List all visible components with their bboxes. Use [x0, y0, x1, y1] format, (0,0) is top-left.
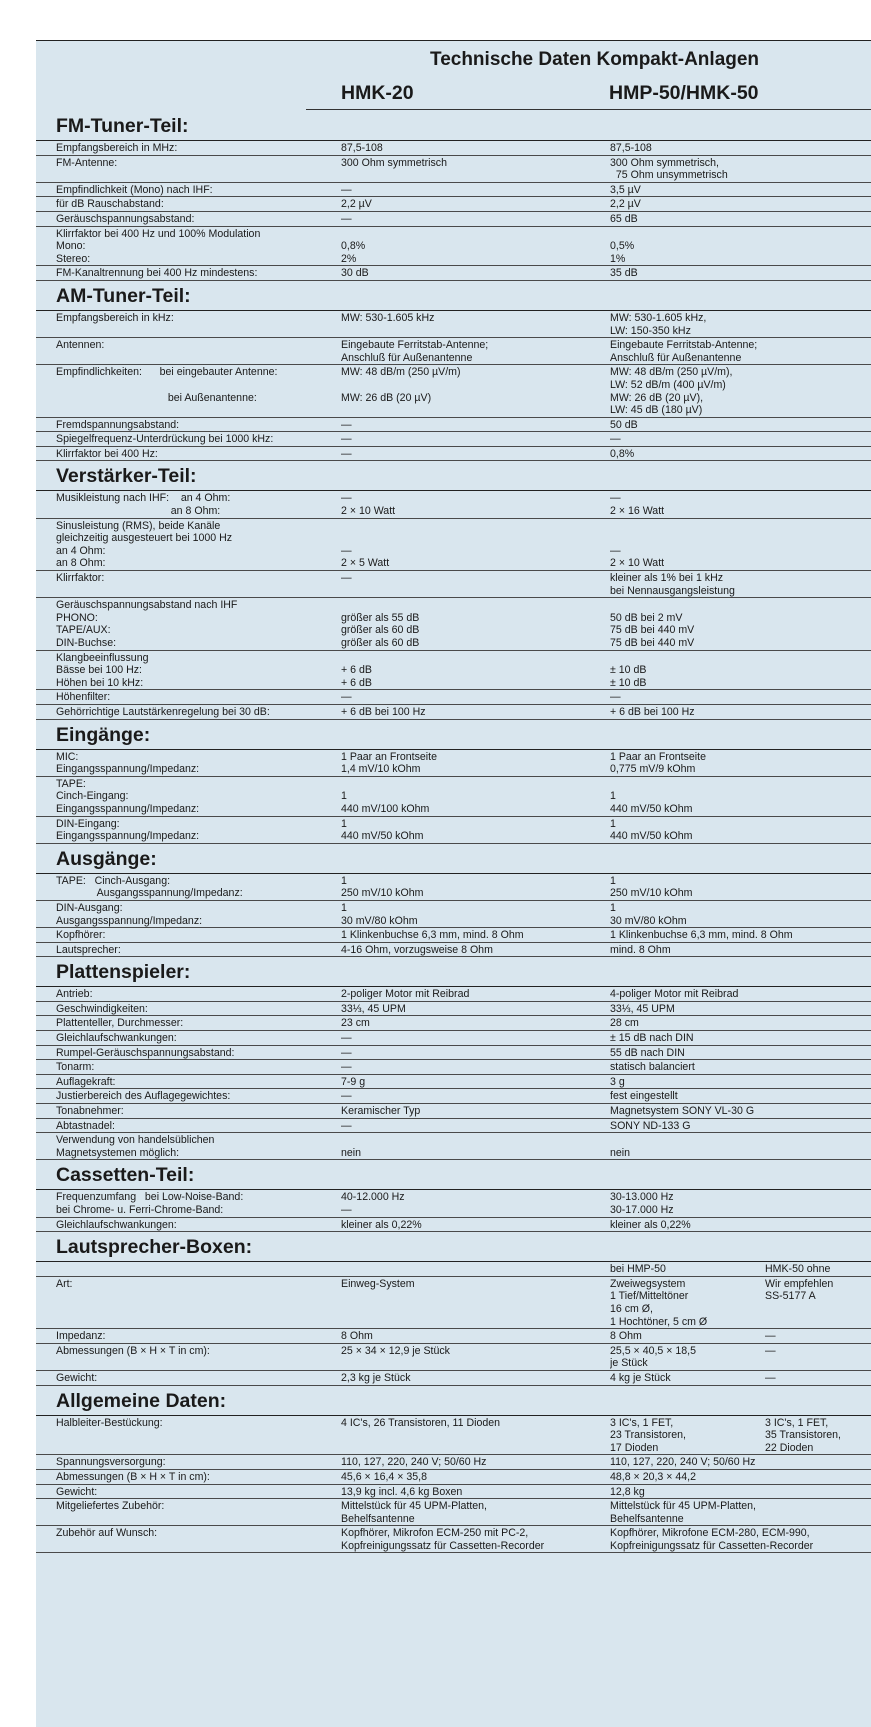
top-rule	[36, 40, 871, 41]
spec-label: Klirrfaktor bei 400 Hz und 100% Modulation Mono: Stereo:	[56, 227, 261, 265]
section-title: Plattenspieler:	[36, 957, 871, 987]
spec-value-hmk-20: 2,2 µV	[341, 198, 372, 211]
spec-label: Antrieb:	[56, 988, 93, 1001]
spec-label: Justierbereich des Auflagegewichtes:	[56, 1090, 231, 1103]
spec-value-hmp-50-hmk-50: 48,8 × 20,3 × 44,2	[610, 1470, 697, 1483]
spec-value-hmp-50-hmk-50: 1 30 mV/80 kOhm	[610, 901, 687, 927]
spec-value-hmp-50-hmk-50: mind. 8 Ohm	[610, 943, 671, 956]
spec-row	[36, 1190, 871, 1217]
spec-value-hmp-50-hmk-50: 110, 127, 220, 240 V; 50/60 Hz	[610, 1456, 756, 1469]
spec-row	[36, 1119, 871, 1134]
column-header-hmp-50-hmk-50: HMP-50/HMK-50	[609, 82, 759, 104]
spec-value-hmp-50: Zweiwegsystem 1 Tief/Mitteltöner 16 cm Ø, 1 Hochtöner, 5 cm Ø	[610, 1277, 708, 1328]
spec-label: Zubehör auf Wunsch:	[56, 1527, 158, 1540]
spec-row	[36, 901, 871, 928]
subheader-hmp-50: bei HMP-50	[610, 1263, 666, 1276]
section-title: Eingänge:	[36, 720, 871, 750]
spec-value-hmk-20: —	[341, 212, 352, 225]
spec-label: Höhenfilter:	[56, 691, 111, 704]
spec-label: für dB Rauschabstand:	[56, 198, 164, 211]
spec-row	[36, 156, 871, 183]
section-title: Cassetten-Teil:	[36, 1160, 871, 1190]
section-title: Ausgänge:	[36, 844, 871, 874]
spec-value-hmp-50-hmk-50: Magnetsystem SONY VL-30 G	[610, 1105, 755, 1118]
spec-row	[36, 1104, 871, 1119]
spec-value-hmk-50: Wir empfehlen SS-5177 A	[765, 1277, 834, 1303]
spec-value-hmk-20: —	[341, 1090, 352, 1103]
section-title: Allgemeine Daten:	[36, 1386, 871, 1416]
spec-value-hmp-50-hmk-50: 50 dB	[610, 418, 638, 431]
spec-value-hmp-50-hmk-50: ± 10 dB ± 10 dB	[610, 664, 647, 689]
spec-row	[36, 817, 871, 844]
spec-value-hmk-20: MW: 530-1.605 kHz	[341, 311, 435, 324]
spec-row	[36, 705, 871, 720]
spec-value-hmk-20: —	[341, 1061, 352, 1074]
spec-value-hmk-20: 1 Klinkenbuchse 6,3 mm, mind. 8 Ohm	[341, 929, 524, 942]
spec-value-hmk-20: 4 IC's, 26 Transistoren, 11 Dioden	[341, 1416, 501, 1429]
spec-row	[36, 1485, 871, 1500]
spec-value-hmk-50: —	[765, 1330, 776, 1343]
spec-row	[36, 197, 871, 212]
spec-row	[36, 519, 871, 571]
spec-row	[36, 266, 871, 281]
spec-value-hmk-20: 33⅓, 45 UPM	[341, 1002, 406, 1015]
spec-value-hmp-50-hmk-50: kleiner als 0,22%	[610, 1218, 691, 1231]
spec-row	[36, 1526, 871, 1553]
spec-row	[36, 311, 871, 338]
spec-value-hmk-20: Kopfhörer, Mikrofon ECM-250 mit PC-2, Kopfreinigungssatz für Cassetten-Recorder	[341, 1527, 545, 1552]
spec-row	[36, 1470, 871, 1485]
spec-label: Tonarm:	[56, 1061, 95, 1074]
spec-value-hmp-50-hmk-50: SONY ND-133 G	[610, 1119, 691, 1132]
spec-value-hmp-50-hmk-50: 1 Paar an Frontseite 0,775 mV/9 kOhm	[610, 750, 706, 776]
spec-value-hmp-50-hmk-50: 0,5% 1%	[610, 240, 635, 265]
spec-value-hmk-20: Keramischer Typ	[341, 1105, 421, 1118]
spec-value-hmk-20: + 6 dB + 6 dB	[341, 664, 372, 689]
spec-row	[36, 1344, 871, 1371]
spec-row	[36, 141, 871, 156]
spec-value-hmk-20: 2,3 kg je Stück	[341, 1371, 411, 1384]
spec-value-hmp-50-hmk-50: 3 g	[610, 1075, 625, 1088]
spec-row	[36, 1277, 871, 1329]
spec-value-hmp-50-hmk-50: 300 Ohm symmetrisch, 75 Ohm unsymmetrisch	[610, 156, 728, 182]
section-title: FM-Tuner-Teil:	[36, 111, 871, 141]
spec-value-hmk-20: größer als 55 dB größer als 60 dB größer als 60 dB	[341, 611, 420, 649]
spec-value-hmk-20: —	[341, 691, 352, 704]
spec-value-hmk-50: 3 IC's, 1 FET, 35 Transistoren, 22 Dioden	[765, 1416, 841, 1454]
spec-row	[36, 432, 871, 447]
spec-row	[36, 418, 871, 433]
spec-value-hmp-50-hmk-50: 87,5-108	[610, 142, 652, 154]
spec-label: Geräuschspannungsabstand nach IHF PHONO: TAPE/AUX: DIN-Buchse:	[56, 599, 238, 649]
spec-value-hmk-20: —	[341, 183, 352, 196]
spec-row	[36, 227, 871, 267]
spec-label: Mitgeliefertes Zubehör:	[56, 1500, 165, 1513]
spec-row	[36, 571, 871, 598]
spec-row	[36, 1455, 871, 1470]
spec-label: FM-Kanaltrennung bei 400 Hz mindestens:	[56, 267, 258, 280]
spec-label: Klangbeeinflussung Bässe bei 100 Hz: Höhen bei 10 kHz:	[56, 651, 149, 689]
subheader-row	[36, 1262, 871, 1277]
spec-value-hmk-50: —	[765, 1371, 776, 1384]
spec-row	[36, 874, 871, 901]
spec-value-hmk-20: 45,6 × 16,4 × 35,8	[341, 1470, 428, 1483]
spec-value-hmk-20: 0,8% 2%	[341, 240, 366, 265]
spec-value-hmp-50-hmk-50: MW: 530-1.605 kHz, LW: 150-350 kHz	[610, 311, 707, 337]
spec-row	[36, 1218, 871, 1233]
spec-value-hmp-50-hmk-50: 0,8%	[610, 447, 635, 460]
spec-value-hmk-20: 2-poliger Motor mit Reibrad	[341, 988, 470, 1001]
spec-value-hmp-50-hmk-50: 33⅓, 45 UPM	[610, 1002, 675, 1015]
spec-label: Empfindlichkeit (Mono) nach IHF:	[56, 183, 213, 196]
spec-value-hmp-50-hmk-50: 12,8 kg	[610, 1485, 645, 1498]
spec-value-hmk-20: —	[341, 572, 352, 585]
spec-row	[36, 690, 871, 705]
spec-value-hmk-20: + 6 dB bei 100 Hz	[341, 705, 426, 718]
spec-value-hmk-20: — 2 × 5 Watt	[341, 544, 390, 570]
column-header-rule	[306, 109, 871, 110]
spec-row	[36, 1089, 871, 1104]
spec-value-hmk-20: 23 cm	[341, 1017, 370, 1030]
spec-value-hmp-50-hmk-50: Kopfhörer, Mikrofone ECM-280, ECM-990, Kopfreinigungssatz für Cassetten-Recorder	[610, 1527, 814, 1552]
spec-value-hmk-20: —	[341, 447, 352, 460]
spec-value-hmk-20: Einweg-System	[341, 1277, 415, 1290]
spec-value-hmp-50-hmk-50: 28 cm	[610, 1017, 639, 1030]
spec-row	[36, 1371, 871, 1386]
spec-label: Geschwindigkeiten:	[56, 1002, 148, 1015]
spec-label: TAPE: Cinch-Ausgang: Ausgangsspannung/Impedanz:	[56, 874, 243, 900]
spec-value-hmk-20: 1 Paar an Frontseite 1,4 mV/10 kOhm	[341, 750, 437, 776]
spec-row	[36, 447, 871, 462]
spec-value-hmp-50-hmk-50: —	[610, 691, 621, 704]
spec-label: Frequenzumfang bei Low-Noise-Band: bei Chrome- u. Ferri-Chrome-Band:	[56, 1191, 244, 1216]
spec-value-hmp-50-hmk-50: —	[610, 433, 621, 446]
spec-label: Gewicht:	[56, 1371, 98, 1384]
spec-value-hmp-50-hmk-50: + 6 dB bei 100 Hz	[610, 705, 695, 718]
spec-row	[36, 212, 871, 227]
section-title: AM-Tuner-Teil:	[36, 281, 871, 311]
spec-row	[36, 928, 871, 943]
subheader-hmk-50: HMK-50 ohne	[765, 1263, 831, 1276]
spec-label	[36, 1263, 341, 1276]
spec-value-hmp-50: 4 kg je Stück	[610, 1371, 671, 1384]
spec-label: Verwendung von handelsüblichen Magnetsystemen möglich:	[56, 1134, 215, 1159]
spec-value-hmk-20: —	[341, 1032, 352, 1045]
spec-label: Plattenteller, Durchmesser:	[56, 1017, 184, 1030]
spec-value-hmk-20: —	[341, 1119, 352, 1132]
spec-label: MIC: Eingangsspannung/Impedanz:	[56, 750, 200, 776]
spec-row	[36, 1133, 871, 1160]
spec-value-hmk-20: 8 Ohm	[341, 1330, 373, 1343]
spec-value-hmk-50: —	[765, 1344, 776, 1357]
spec-value-hmp-50-hmk-50: 30-13.000 Hz 30-17.000 Hz	[610, 1191, 674, 1216]
spec-row	[36, 491, 871, 518]
spec-row	[36, 598, 871, 650]
spec-value-hmk-20: Eingebaute Ferritstab-Antenne; Anschluß für Außenantenne	[341, 339, 489, 364]
spec-label: Impedanz:	[56, 1330, 106, 1343]
spec-value-hmp-50-hmk-50: — 2 × 16 Watt	[610, 492, 665, 518]
spec-row	[36, 1031, 871, 1046]
spec-value-hmp-50-hmk-50: kleiner als 1% bei 1 kHz bei Nennausgangsleistung	[610, 572, 735, 597]
spec-value-hmp-50-hmk-50: Mittelstück für 45 UPM-Platten, Behelfsantenne	[610, 1500, 757, 1525]
spec-row	[36, 183, 871, 198]
spec-label: Spiegelfrequenz-Unterdrückung bei 1000 kHz:	[56, 433, 274, 446]
spec-value-hmp-50-hmk-50: 1 440 mV/50 kOhm	[610, 817, 693, 843]
spec-label: Geräuschspannungsabstand:	[56, 212, 195, 225]
spec-value-hmp-50-hmk-50: MW: 48 dB/m (250 µV/m), LW: 52 dB/m (400 µV/m) MW: 26 dB (20 µV), LW: 45 dB (180 µV)	[610, 366, 733, 417]
spec-value-hmp-50-hmk-50: 1 Klinkenbuchse 6,3 mm, mind. 8 Ohm	[610, 929, 793, 942]
spec-value-hmk-20: —	[341, 1046, 352, 1059]
spec-value-hmk-20: 40-12.000 Hz —	[341, 1191, 405, 1216]
spec-value-hmk-20: 1 30 mV/80 kOhm	[341, 901, 418, 927]
spec-value-hmp-50: 3 IC's, 1 FET, 23 Transistoren, 17 Dioden	[610, 1416, 686, 1454]
spec-value-hmk-20: nein	[341, 1146, 362, 1159]
spec-row	[36, 750, 871, 777]
document-title: Technische Daten Kompakt-Anlagen	[430, 49, 760, 70]
spec-value-hmk-20	[341, 1263, 610, 1276]
spec-row	[36, 1002, 871, 1017]
spec-label: Rumpel-Geräuschspannungsabstand:	[56, 1046, 235, 1059]
spec-row	[36, 987, 871, 1002]
spec-row	[36, 1329, 871, 1344]
spec-value-hmk-20: 1 440 mV/50 kOhm	[341, 817, 424, 843]
spec-value-hmk-20: 1 250 mV/10 kOhm	[341, 874, 424, 900]
spec-value-hmk-20: kleiner als 0,22%	[341, 1218, 422, 1231]
spec-label: Spannungsversorgung:	[56, 1456, 166, 1469]
spec-value-hmp-50-hmk-50: 4-poliger Motor mit Reibrad	[610, 988, 739, 1001]
spec-label: Gewicht:	[56, 1485, 98, 1498]
spec-row	[36, 1416, 871, 1456]
spec-value-hmk-20: —	[341, 418, 352, 431]
spec-value-hmk-20: 110, 127, 220, 240 V; 50/60 Hz	[341, 1456, 487, 1469]
spec-label: Gleichlaufschwankungen:	[56, 1218, 177, 1231]
spec-label: Empfindlichkeiten: bei eingebauter Antenne: bei Außenantenne:	[56, 366, 278, 404]
spec-value-hmk-20: 7-9 g	[341, 1075, 366, 1088]
spec-row	[36, 338, 871, 365]
spec-value-hmp-50: 8 Ohm	[610, 1330, 642, 1343]
spec-label: Halbleiter-Bestückung:	[56, 1416, 163, 1429]
spec-value-hmk-20: 4-16 Ohm, vorzugsweise 8 Ohm	[341, 943, 493, 956]
spec-label: Klirrfaktor:	[56, 572, 105, 585]
spec-value-hmp-50-hmk-50: fest eingestellt	[610, 1090, 678, 1103]
spec-label: Antennen:	[56, 339, 105, 352]
spec-value-hmk-20: 25 × 34 × 12,9 je Stück	[341, 1344, 450, 1357]
spec-label: FM-Antenne:	[56, 156, 118, 169]
spec-row	[36, 1499, 871, 1526]
spec-value-hmp-50-hmk-50: nein	[610, 1146, 631, 1159]
spec-row	[36, 365, 871, 417]
spec-label: Abmessungen (B × H × T in cm):	[56, 1344, 210, 1357]
spec-sheet	[36, 40, 871, 1727]
spec-value-hmk-20: 30 dB	[341, 267, 369, 280]
spec-row	[36, 1046, 871, 1061]
spec-label: Abmessungen (B × H × T in cm):	[56, 1470, 210, 1483]
spec-value-hmp-50-hmk-50: statisch balanciert	[610, 1061, 695, 1074]
spec-label: Gehörrichtige Lautstärkenregelung bei 30 dB:	[56, 705, 270, 718]
spec-value-hmp-50-hmk-50: 50 dB bei 2 mV 75 dB bei 440 mV 75 dB bei 440 mV	[610, 611, 695, 649]
spec-row	[36, 1060, 871, 1075]
spec-label: DIN-Eingang: Eingangsspannung/Impedanz:	[56, 817, 200, 843]
spec-value-hmp-50-hmk-50: 65 dB	[610, 212, 638, 225]
spec-row	[36, 1075, 871, 1090]
spec-label: Tonabnehmer:	[56, 1105, 124, 1118]
spec-label: Empfangsbereich in kHz:	[56, 311, 174, 324]
spec-value-hmk-20: —	[341, 433, 352, 446]
spec-row	[36, 1016, 871, 1031]
spec-row	[36, 651, 871, 691]
spec-label: Musikleistung nach IHF: an 4 Ohm: an 8 Ohm:	[56, 492, 231, 518]
spec-value-hmp-50-hmk-50: 35 dB	[610, 267, 638, 280]
spec-value-hmp-50-hmk-50: 1 250 mV/10 kOhm	[610, 874, 693, 900]
spec-row	[36, 777, 871, 817]
spec-sections	[36, 111, 871, 1553]
spec-value-hmk-20: — 2 × 10 Watt	[341, 492, 396, 518]
spec-value-hmp-50-hmk-50: — 2 × 10 Watt	[610, 544, 665, 570]
spec-label: Gleichlaufschwankungen:	[56, 1032, 177, 1045]
spec-label: Empfangsbereich in MHz:	[56, 142, 178, 154]
spec-label: Klirrfaktor bei 400 Hz:	[56, 447, 158, 460]
spec-value-hmp-50-hmk-50: ± 15 dB nach DIN	[610, 1032, 694, 1045]
spec-label: Art:	[56, 1277, 73, 1290]
spec-label: Abtastnadel:	[56, 1119, 115, 1132]
spec-label: TAPE: Cinch-Eingang: Eingangsspannung/Impedanz:	[56, 777, 200, 815]
spec-label: Fremdspannungsabstand:	[56, 418, 180, 431]
spec-value-hmk-20: 87,5-108	[341, 142, 383, 154]
spec-label: Lautsprecher:	[56, 943, 121, 956]
spec-value-hmp-50-hmk-50: 3,5 µV	[610, 183, 641, 196]
spec-label: Sinusleistung (RMS), beide Kanäle gleichzeitig ausgesteuert bei 1000 Hz an 4 Ohm: an 8 Ohm:	[56, 519, 233, 570]
spec-value-hmp-50-hmk-50: 1 440 mV/50 kOhm	[610, 790, 693, 815]
spec-value-hmk-20: 13,9 kg incl. 4,6 kg Boxen	[341, 1485, 463, 1498]
column-header-hmk-20: HMK-20	[341, 82, 414, 104]
section-title: Lautsprecher-Boxen:	[36, 1232, 871, 1262]
spec-value-hmk-20: Mittelstück für 45 UPM-Platten, Behelfsantenne	[341, 1500, 488, 1525]
spec-value-hmk-20: MW: 48 dB/m (250 µV/m) MW: 26 dB (20 µV)	[341, 366, 461, 404]
spec-label: Kopfhörer:	[56, 929, 106, 942]
spec-value-hmp-50: 25,5 × 40,5 × 18,5 je Stück	[610, 1344, 697, 1370]
spec-value-hmp-50-hmk-50: 55 dB nach DIN	[610, 1046, 685, 1059]
spec-row	[36, 943, 871, 958]
spec-value-hmp-50-hmk-50: 2,2 µV	[610, 198, 641, 211]
spec-value-hmk-20: 300 Ohm symmetrisch	[341, 156, 447, 169]
spec-label: Auflagekraft:	[56, 1075, 116, 1088]
spec-label: DIN-Ausgang: Ausgangsspannung/Impedanz:	[56, 901, 203, 927]
section-title: Verstärker-Teil:	[36, 461, 871, 491]
spec-value-hmk-20: 1 440 mV/100 kOhm	[341, 790, 430, 815]
spec-value-hmp-50-hmk-50: Eingebaute Ferritstab-Antenne; Anschluß für Außenantenne	[610, 339, 758, 364]
